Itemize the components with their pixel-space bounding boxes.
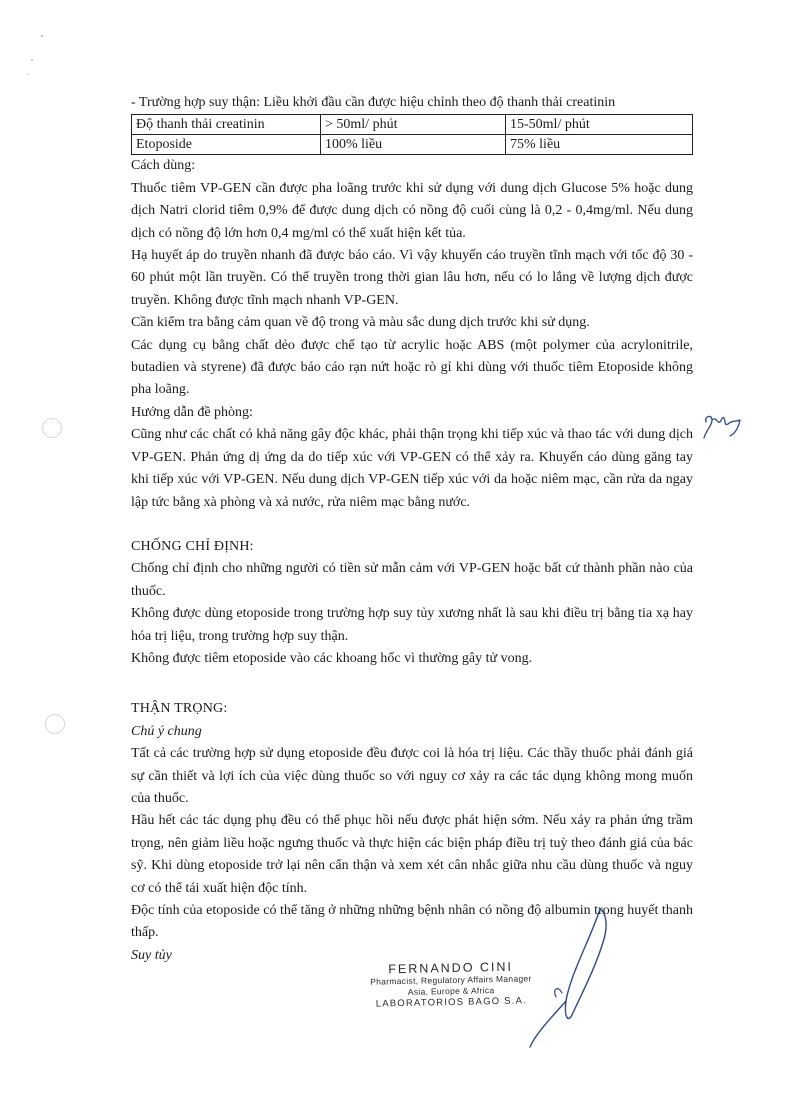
contraindication-paragraph: Không được dùng etoposide trong trường hợp suy tủy xương nhất là sau khi điều trị bằng tia xạ hay hóa trị liệu, trong trường hợp suy thận.	[131, 606, 693, 644]
table-row	[132, 135, 693, 155]
usage-heading: Cách dùng:	[131, 158, 196, 174]
caution-heading: THẬN TRỌNG:	[131, 701, 228, 717]
bone-marrow-subheading: Suy tủy	[131, 947, 172, 963]
table-cell: Độ thanh thải creatinin	[132, 115, 321, 135]
punch-hole-upper	[42, 418, 62, 438]
table-cell: 15-50ml/ phút	[506, 115, 693, 135]
precaution-guide-heading: Hướng dẫn đề phòng:	[131, 404, 253, 420]
caution-paragraph: Độc tính của etoposide có thể tăng ở những những bệnh nhân có nồng độ albumin trong huyết thanh thấp.	[131, 903, 693, 941]
stamp-name: FERNANDO CINI	[388, 959, 514, 977]
table-row	[132, 115, 693, 135]
table-cell: > 50ml/ phút	[321, 115, 506, 135]
renal-dose-table	[131, 114, 693, 155]
table-cell: Etoposide	[132, 135, 321, 155]
table-cell: 100% liều	[321, 135, 506, 155]
contraindications-heading: CHỐNG CHỈ ĐỊNH:	[131, 538, 254, 554]
contraindication-paragraph: Không được tiêm etoposide vào các khoang hốc vì thường gây tử vong.	[131, 650, 533, 666]
usage-paragraph: Các dụng cụ bằng chất dẻo được chế tạo từ acrylic hoặc ABS (một polymer của acrylonitrile, butadien và styrene) đã được báo cáo rạn nứt hoặc rò gỉ khi dùng với thuốc tiêm Etoposide không pha loãng.	[131, 337, 693, 398]
document-body	[131, 92, 693, 967]
renal-intro: - Trường hợp suy thận: Liều khởi đầu cần được hiệu chỉnh theo độ thanh thải creatinin	[131, 95, 616, 110]
handwritten-initials	[700, 410, 744, 446]
table-cell: 75% liều	[506, 135, 693, 155]
stamp-region: Asia, Europe & Africa	[407, 985, 495, 997]
contraindication-paragraph: Chống chỉ định cho những người có tiền sử mẫn cảm với VP-GEN hoặc bất cứ thành phần nào của thuốc.	[131, 561, 693, 599]
stamp-role: Pharmacist, Regulatory Affairs Manager	[370, 973, 532, 987]
caution-subheading: Chú ý chung	[131, 723, 202, 739]
scan-specks	[20, 30, 60, 90]
stamp-company: LABORATORIOS BAGO S.A.	[375, 995, 528, 1010]
usage-paragraph: Cần kiểm tra bằng cảm quan về độ trong và màu sắc dung dịch trước khi sử dụng.	[131, 315, 590, 331]
caution-paragraph: Tất cả các trường hợp sử dụng etoposide đều được coi là hóa trị liệu. Các thầy thuốc phải đánh giá sự cần thiết và lợi ích của việc dùng thuốc so với nguy cơ xảy ra các tác dụng không mong muốn của thuốc.	[131, 746, 693, 806]
signatory-stamp	[366, 959, 537, 1011]
caution-paragraph: Hầu hết các tác dụng phụ đều có thể phục hồi nếu được phát hiện sớm. Nếu xảy ra phản ứng trầm trọng, nên giảm liều hoặc ngưng thuốc và thực hiện các biện pháp điều trị tuỳ theo đánh giá của bác sỹ. Khi dùng etoposide trở lại nên cẩn thận và xem xét cân nhắc giữa nhu cầu dùng thuốc và nguy cơ có thể tái xuất hiện độc tính.	[131, 813, 693, 896]
usage-paragraph: Thuốc tiêm VP-GEN cần được pha loãng trước khi sử dụng với dung dịch Glucose 5% hoặc dung dịch Natri clorid tiêm 0,9% để được dung dịch có nồng độ cuối cùng là 0,2 - 0,4mg/ml. Nếu dung dịch có nồng độ lớn hơn 0,4 mg/ml có thể xuất hiện kết tủa.	[131, 180, 693, 241]
handwritten-signature	[522, 905, 622, 1055]
usage-paragraph: Hạ huyết áp do truyền nhanh đã được báo cáo. Vì vậy khuyến cáo truyền tĩnh mạch với tốc độ 30 - 60 phút một lần truyền. Có thể truyền trong thời gian lâu hơn, nếu có lo lắng về lượng dịch được truyền. Không được tĩnh mạch nhanh VP-GEN.	[131, 248, 693, 308]
punch-hole-lower	[45, 714, 65, 734]
precaution-guide-paragraph: Cũng như các chất có khả năng gây độc khác, phải thận trọng khi tiếp xúc và thao tác với dung dịch VP-GEN. Phản ứng dị ứng da do tiếp xúc với VP-GEN có thể xảy ra. Khuyến cáo dùng găng tay khi tiếp xúc với VP-GEN. Nếu dung dịch VP-GEN tiếp xúc với da hoặc niêm mạc, cần rửa da ngay lập tức bằng xà phòng và xả nước, rửa niêm mạc bằng nước.	[131, 427, 693, 510]
